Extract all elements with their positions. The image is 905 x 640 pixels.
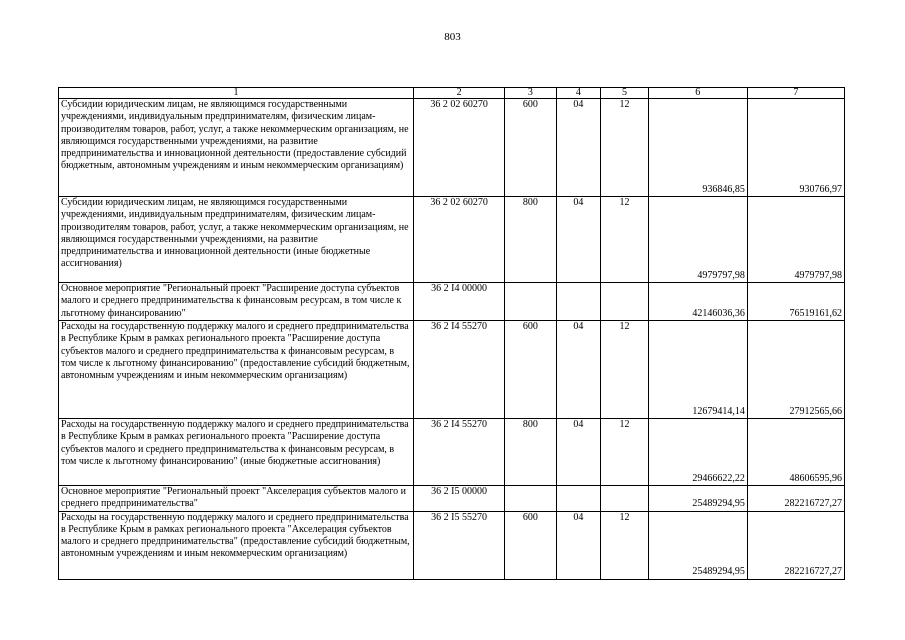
row-section: 04 [556,511,601,579]
row-amount-6: 12679414,14 [648,321,747,419]
row-code: 36 2 I4 00000 [414,283,505,321]
row-amount-6: 25489294,95 [648,511,747,579]
row-expense-type: 600 [505,99,557,197]
row-code: 36 2 I5 00000 [414,486,505,512]
row-section: 04 [556,197,601,283]
row-section: 04 [556,419,601,486]
row-description: Субсидии юридическим лицам, не являющимся государственными учреждениями, индивидуальным предпринимателям, физическим лицам-производителям товаров, работ, услуг, а также некоммерческим организациям, не являющимся государственными учреждениями, на развитие предпринимательства и инновационной деятельности (иные бюджетные ассигнования) [59,197,414,283]
table-row [59,486,845,512]
row-description: Основное мероприятие "Региональный проект "Расширение доступа субъектов малого и среднего предпринимательства к финансовым ресурсам, в том числе к льготному финансированию" [59,283,414,321]
row-amount-7: 27912565,66 [747,321,844,419]
table-row [59,419,845,486]
row-subsection: 12 [601,511,649,579]
row-amount-7: 282216727,27 [747,486,844,512]
row-subsection: 12 [601,99,649,197]
row-description: Основное мероприятие "Региональный проект "Акселерация субъектов малого и среднего предпринимательства" [59,486,414,512]
row-expense-type [505,486,557,512]
row-expense-type: 600 [505,511,557,579]
row-code: 36 2 02 60270 [414,99,505,197]
row-amount-7: 282216727,27 [747,511,844,579]
row-code: 36 2 02 60270 [414,197,505,283]
row-description: Расходы на государственную поддержку малого и среднего предпринимательства в Республике Крым в рамках регионального проекта "Акселерация субъектов малого и среднего предпринимательства" (предоставление субсидий бюджетным, автономным учреждениям и иным некоммерческим организациям) [59,511,414,579]
column-header: 2 [414,88,505,99]
row-code: 36 2 I4 55270 [414,419,505,486]
table-row [59,511,845,579]
column-header: 4 [556,88,601,99]
row-description: Субсидии юридическим лицам, не являющимся государственными учреждениями, индивидуальным предпринимателям, физическим лицам-производителям товаров, работ, услуг, а также некоммерческим организациям, не являющимся государственными учреждениями, на развитие предпринимательства и инновационной деятельности (предоставление субсидий бюджетным, автономным учреждениям и иным некоммерческим организациям) [59,99,414,197]
table-row [59,321,845,419]
column-header: 1 [59,88,414,99]
row-amount-7: 76519161,62 [747,283,844,321]
row-amount-6: 4979797,98 [648,197,747,283]
table-row [59,197,845,283]
column-header: 7 [747,88,844,99]
row-expense-type [505,283,557,321]
budget-table [58,87,845,580]
row-amount-7: 4979797,98 [747,197,844,283]
row-subsection [601,283,649,321]
row-expense-type: 800 [505,419,557,486]
row-amount-6: 42146036,36 [648,283,747,321]
row-description: Расходы на государственную поддержку малого и среднего предпринимательства в Республике Крым в рамках регионального проекта "Расширение доступа субъектов малого и среднего предпринимательства к финансовым ресурсам, в том числе к льготному финансированию" (предоставление субсидий бюджетным, автономным учреждениям и иным некоммерческим организациям) [59,321,414,419]
row-amount-7: 48606595,96 [747,419,844,486]
row-subsection: 12 [601,321,649,419]
row-section [556,486,601,512]
column-header: 3 [505,88,557,99]
row-subsection: 12 [601,197,649,283]
row-section: 04 [556,321,601,419]
row-amount-6: 25489294,95 [648,486,747,512]
row-subsection: 12 [601,419,649,486]
row-subsection [601,486,649,512]
table-row [59,99,845,197]
row-amount-6: 936846,85 [648,99,747,197]
row-code: 36 2 I5 55270 [414,511,505,579]
page-number: 803 [444,31,461,43]
row-amount-6: 29466622,22 [648,419,747,486]
row-section: 04 [556,99,601,197]
table-row [59,283,845,321]
row-amount-7: 930766,97 [747,99,844,197]
row-description: Расходы на государственную поддержку малого и среднего предпринимательства в Республике Крым в рамках регионального проекта "Расширение доступа субъектов малого и среднего предпринимательства к финансовым ресурсам, в том числе к льготному финансированию" (иные бюджетные ассигнования) [59,419,414,486]
row-code: 36 2 I4 55270 [414,321,505,419]
row-section [556,283,601,321]
table-header-row [59,88,845,99]
row-expense-type: 800 [505,197,557,283]
column-header: 6 [648,88,747,99]
row-expense-type: 600 [505,321,557,419]
column-header: 5 [601,88,649,99]
